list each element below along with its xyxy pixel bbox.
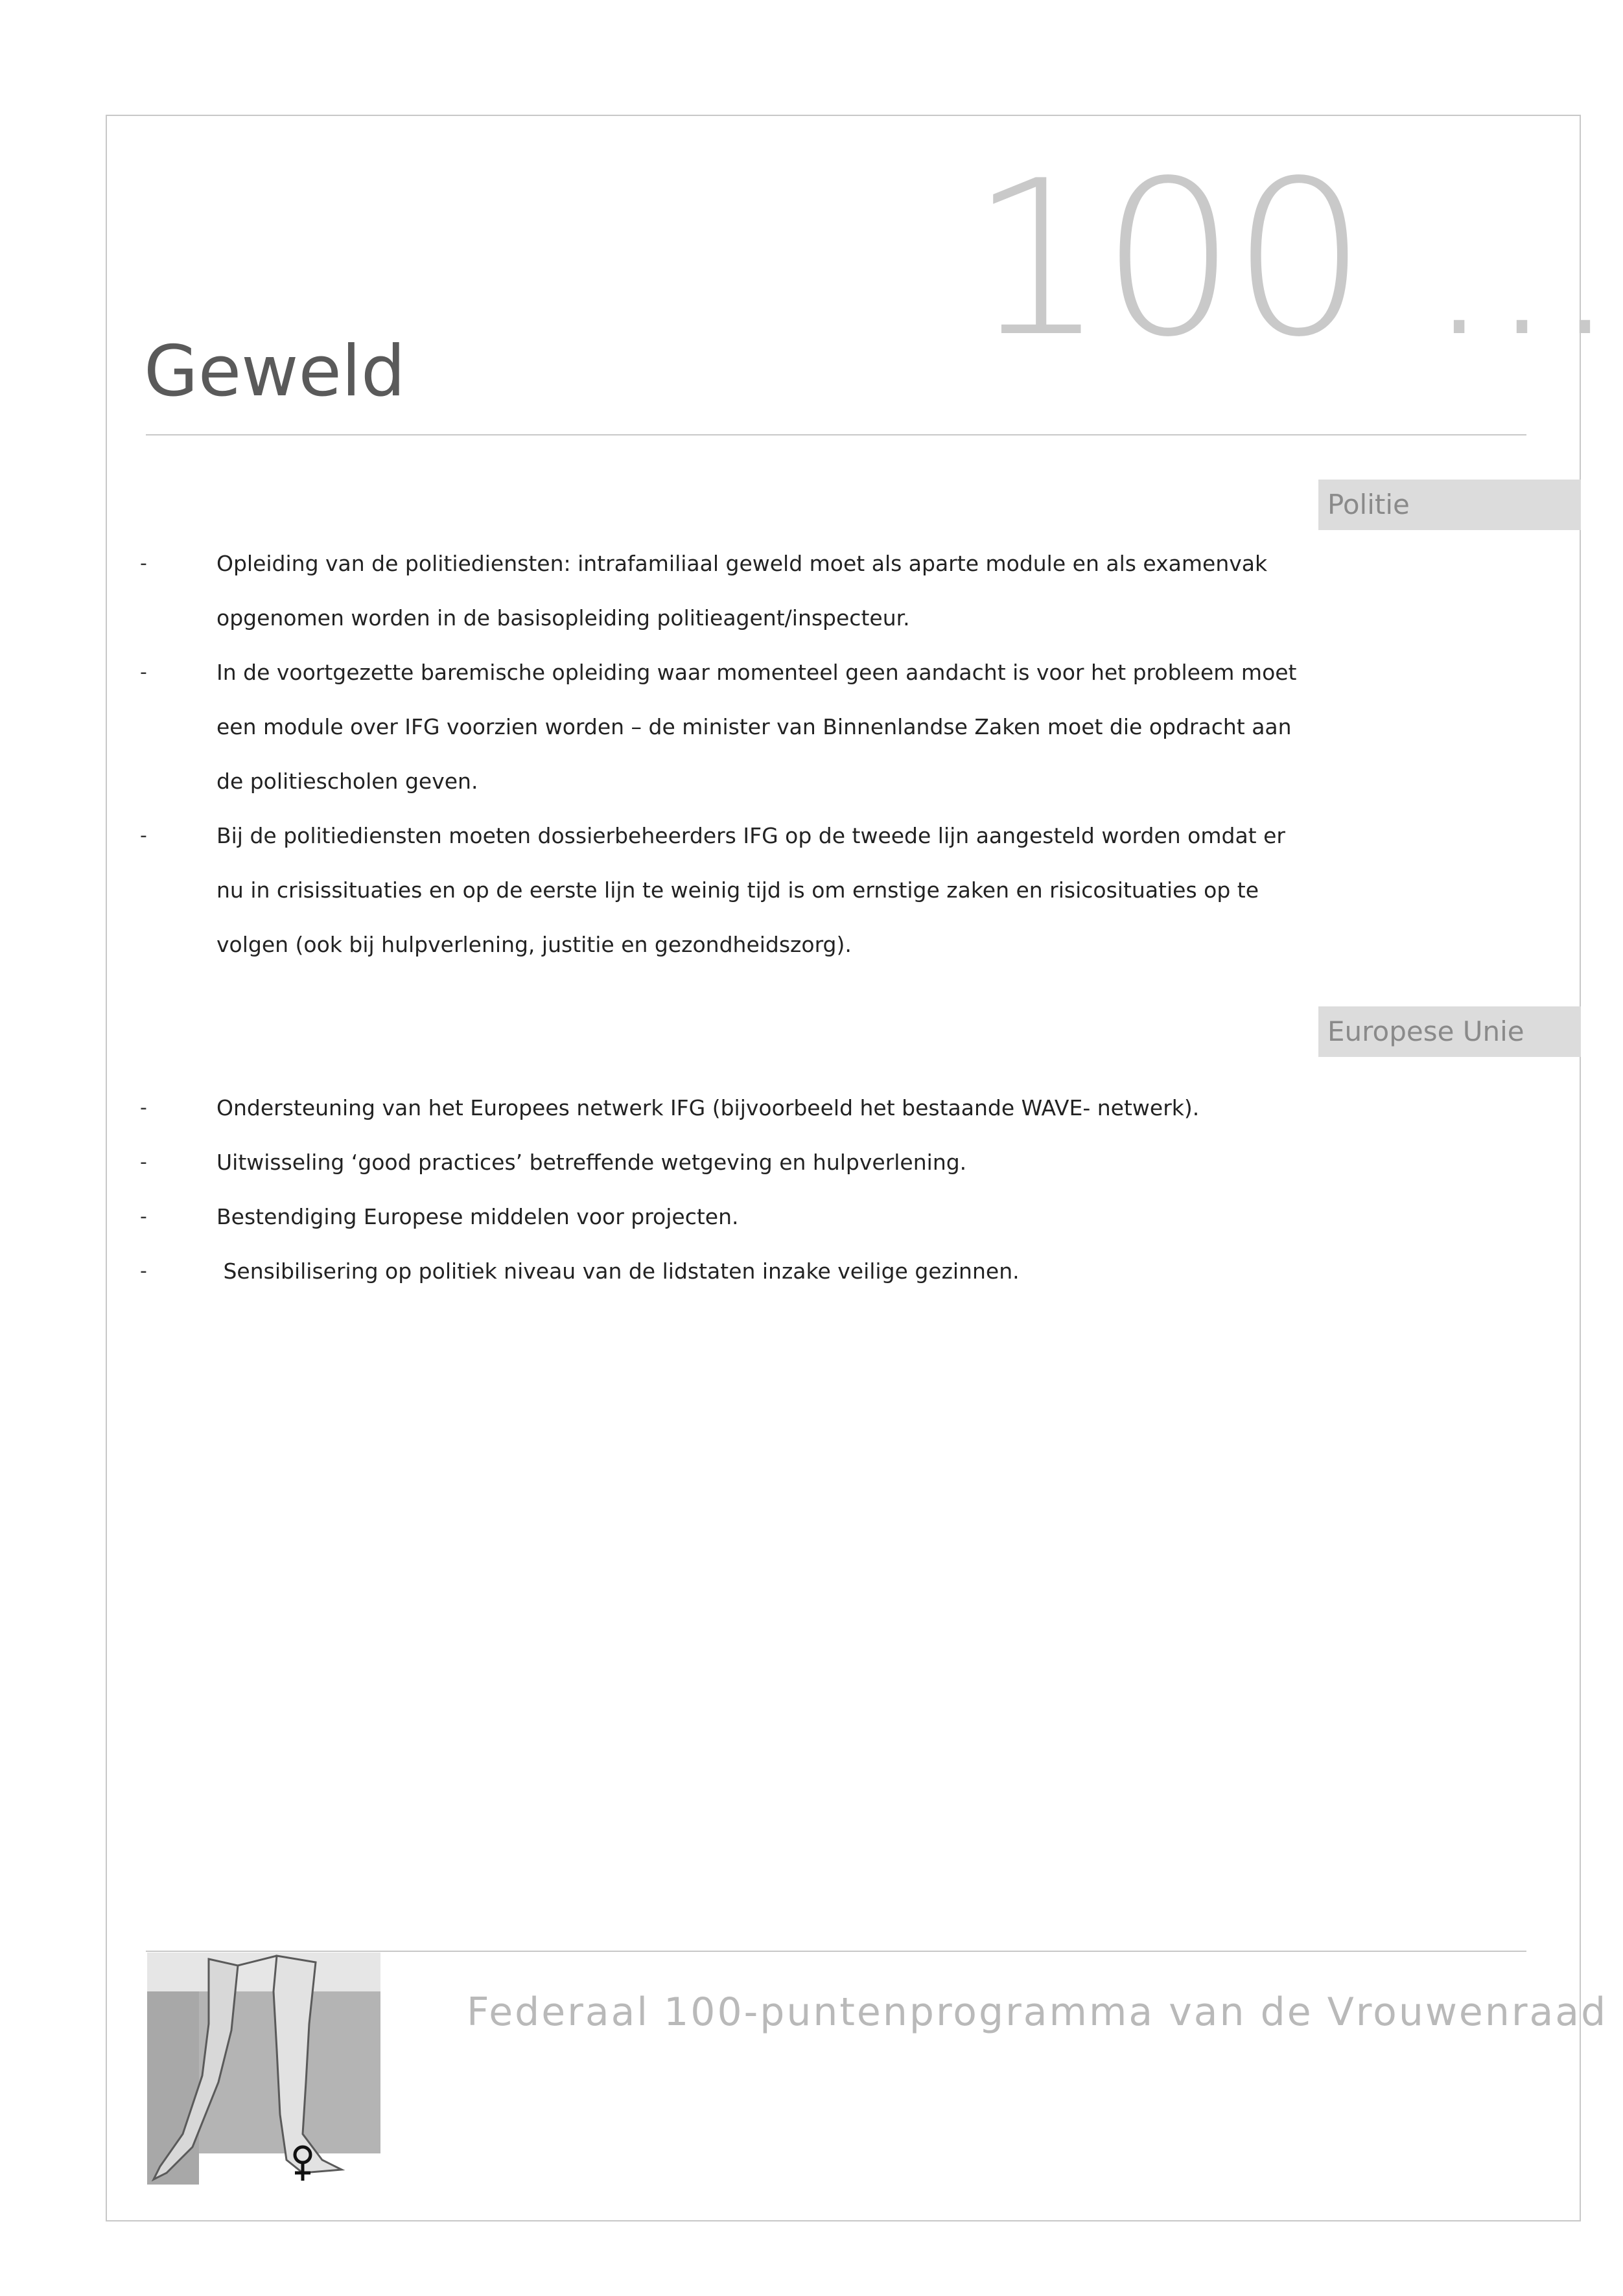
list-item-text: Uitwisseling ‘good practices’ betreffende wetgeving en hulpverlening. bbox=[216, 1150, 967, 1175]
list-item-text: Opleiding van de politiediensten: intrafamiliaal geweld moet als aparte module en als examenvak opgenomen worden in de basisopleiding politieagent/inspecteur. bbox=[216, 551, 1268, 631]
list-item-text: Ondersteuning van het Europees netwerk IFG (bijvoorbeeld het bestaande WAVE- netwerk). bbox=[216, 1095, 1200, 1120]
list-item-text: In de voortgezette baremische opleiding waar momenteel geen aandacht is voor het probleem moet een module over IFG voorzien worden – de minister van Binnenlandse Zaken moet die opdracht aan de politiescholen geven. bbox=[216, 660, 1297, 794]
section-tag-europese-unie: Europese Unie bbox=[1318, 1006, 1581, 1057]
list-dash: - bbox=[140, 661, 147, 684]
footer-title: Federaal 100-puntenprogramma van de Vrouwenraad bbox=[467, 1989, 1608, 2035]
footer-divider bbox=[146, 1951, 1526, 1952]
list-dash: - bbox=[140, 1151, 147, 1174]
page-title: Geweld bbox=[144, 331, 406, 412]
list-dash: - bbox=[140, 1096, 147, 1119]
list-item-text: Sensibilisering op politiek niveau van de lidstaten inzake veilige gezinnen. bbox=[216, 1258, 1020, 1284]
vrouwenraad-logo bbox=[147, 1953, 380, 2185]
header-divider bbox=[146, 434, 1526, 435]
list-dash: - bbox=[140, 1205, 147, 1228]
list-dash: - bbox=[140, 1260, 147, 1282]
list-dash: - bbox=[140, 552, 147, 575]
list-dash: - bbox=[140, 824, 147, 847]
page-number-heading: 100 ... bbox=[970, 135, 1614, 384]
list-item-text: Bij de politiediensten moeten dossierbeheerders IFG op de tweede lijn aangesteld worden omdat er nu in crisissituaties en op de eerste lijn te weinig tijd is om ernstige zaken en risicosituaties op te volgen (ook bij hulpverlening, justitie en gezondheidszorg). bbox=[216, 823, 1285, 957]
section-tag-politie: Politie bbox=[1318, 480, 1581, 530]
list-item-text: Bestendiging Europese middelen voor projecten. bbox=[216, 1204, 739, 1229]
